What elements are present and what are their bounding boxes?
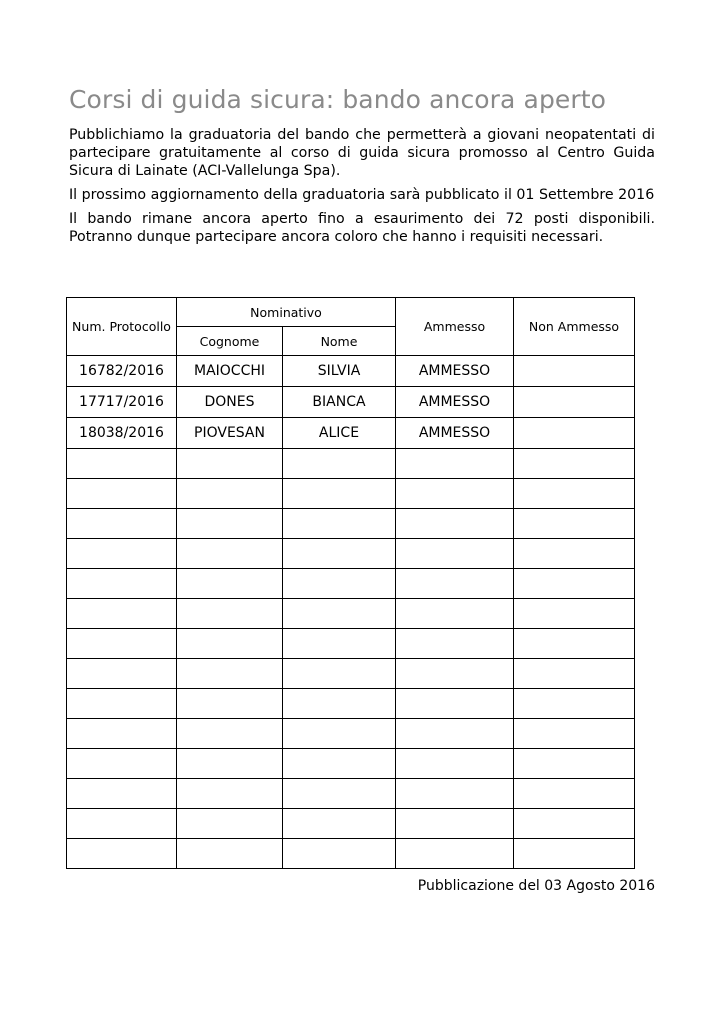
- cell-cognome: [177, 449, 283, 479]
- cell-non-ammesso: [514, 629, 635, 659]
- intro-text: [69, 126, 655, 252]
- cell-non-ammesso: [514, 839, 635, 869]
- table-row: [67, 387, 635, 418]
- cell-nome: ALICE: [283, 418, 396, 449]
- cell-nome: [283, 689, 396, 719]
- header-nome: Nome: [283, 327, 396, 356]
- header-non-ammesso: Non Ammesso: [514, 298, 635, 356]
- cell-ammesso: AMMESSO: [396, 387, 514, 418]
- cell-protocollo: [67, 749, 177, 779]
- cell-ammesso: [396, 449, 514, 479]
- table-body: [67, 356, 635, 869]
- table-row: [67, 569, 635, 599]
- table-row: [67, 809, 635, 839]
- cell-protocollo: [67, 689, 177, 719]
- cell-nome: [283, 629, 396, 659]
- cell-protocollo: [67, 479, 177, 509]
- cell-non-ammesso: [514, 449, 635, 479]
- table-row: [67, 449, 635, 479]
- cell-cognome: [177, 509, 283, 539]
- intro-paragraph: Pubblichiamo la graduatoria del bando che permetterà a giovani neopatentati di partecipare gratuitamente al corso di guida sicura promosso al Centro Guida Sicura di Lainate (ACI-Vallelunga Spa).: [69, 127, 655, 179]
- cell-cognome: [177, 839, 283, 869]
- cell-ammesso: [396, 479, 514, 509]
- table-row: [67, 689, 635, 719]
- cell-nome: [283, 809, 396, 839]
- cell-non-ammesso: [514, 509, 635, 539]
- cell-nome: [283, 749, 396, 779]
- cell-cognome: [177, 569, 283, 599]
- cell-non-ammesso: [514, 539, 635, 569]
- cell-non-ammesso: [514, 689, 635, 719]
- cell-protocollo: [67, 539, 177, 569]
- table-row: [67, 629, 635, 659]
- cell-protocollo: [67, 599, 177, 629]
- cell-protocollo: [67, 809, 177, 839]
- cell-ammesso: [396, 779, 514, 809]
- cell-non-ammesso: [514, 599, 635, 629]
- cell-protocollo: [67, 509, 177, 539]
- cell-nome: [283, 719, 396, 749]
- cell-ammesso: [396, 509, 514, 539]
- cell-protocollo: [67, 449, 177, 479]
- header-nominativo: Nominativo: [177, 298, 396, 327]
- cell-cognome: [177, 689, 283, 719]
- cell-ammesso: AMMESSO: [396, 418, 514, 449]
- table-row: [67, 418, 635, 449]
- cell-protocollo: 17717/2016: [67, 387, 177, 418]
- cell-nome: [283, 569, 396, 599]
- table-row: [67, 659, 635, 689]
- cell-nome: [283, 449, 396, 479]
- cell-nome: [283, 509, 396, 539]
- update-paragraph: Il prossimo aggiornamento della graduatoria sarà pubblicato il 01 Settembre 2016: [69, 187, 655, 203]
- cell-ammesso: [396, 569, 514, 599]
- cell-cognome: [177, 749, 283, 779]
- table-row: [67, 839, 635, 869]
- cell-nome: [283, 839, 396, 869]
- cell-ammesso: [396, 599, 514, 629]
- table-row: [67, 719, 635, 749]
- cell-non-ammesso: [514, 809, 635, 839]
- cell-nome: [283, 599, 396, 629]
- cell-nome: BIANCA: [283, 387, 396, 418]
- cell-cognome: [177, 599, 283, 629]
- table-row: [67, 479, 635, 509]
- cell-ammesso: [396, 809, 514, 839]
- cell-ammesso: [396, 719, 514, 749]
- header-ammesso: Ammesso: [396, 298, 514, 356]
- table-row: [67, 356, 635, 387]
- cell-nome: [283, 779, 396, 809]
- cell-ammesso: AMMESSO: [396, 356, 514, 387]
- header-protocollo: Num. Protocollo: [67, 298, 177, 356]
- cell-non-ammesso: [514, 749, 635, 779]
- cell-non-ammesso: [514, 569, 635, 599]
- cell-protocollo: [67, 779, 177, 809]
- cell-cognome: [177, 659, 283, 689]
- cell-cognome: [177, 719, 283, 749]
- cell-nome: SILVIA: [283, 356, 396, 387]
- ranking-table: [66, 297, 635, 869]
- table-row: [67, 599, 635, 629]
- cell-protocollo: 16782/2016: [67, 356, 177, 387]
- cell-cognome: PIOVESAN: [177, 418, 283, 449]
- cell-protocollo: [67, 629, 177, 659]
- cell-cognome: [177, 779, 283, 809]
- cell-protocollo: [67, 569, 177, 599]
- page-title: Corsi di guida sicura: bando ancora aperto: [69, 85, 607, 114]
- open-call-paragraph: Il bando rimane ancora aperto fino a esaurimento dei 72 posti disponibili. Potranno dunque partecipare ancora coloro che hanno i requisiti necessari.: [69, 211, 655, 245]
- cell-cognome: MAIOCCHI: [177, 356, 283, 387]
- cell-ammesso: [396, 539, 514, 569]
- cell-non-ammesso: [514, 479, 635, 509]
- cell-non-ammesso: [514, 659, 635, 689]
- cell-protocollo: [67, 659, 177, 689]
- cell-non-ammesso: [514, 356, 635, 387]
- table-row: [67, 779, 635, 809]
- table-row: [67, 509, 635, 539]
- cell-cognome: DONES: [177, 387, 283, 418]
- cell-protocollo: [67, 719, 177, 749]
- table-row: [67, 539, 635, 569]
- cell-nome: [283, 659, 396, 689]
- cell-ammesso: [396, 659, 514, 689]
- cell-protocollo: 18038/2016: [67, 418, 177, 449]
- cell-non-ammesso: [514, 387, 635, 418]
- table-row: [67, 749, 635, 779]
- cell-non-ammesso: [514, 418, 635, 449]
- cell-ammesso: [396, 629, 514, 659]
- cell-nome: [283, 479, 396, 509]
- cell-ammesso: [396, 689, 514, 719]
- cell-nome: [283, 539, 396, 569]
- cell-ammesso: [396, 839, 514, 869]
- cell-cognome: [177, 809, 283, 839]
- cell-cognome: [177, 479, 283, 509]
- cell-ammesso: [396, 749, 514, 779]
- cell-cognome: [177, 539, 283, 569]
- publication-date: Pubblicazione del 03 Agosto 2016: [417, 878, 655, 894]
- cell-cognome: [177, 629, 283, 659]
- cell-protocollo: [67, 839, 177, 869]
- header-cognome: Cognome: [177, 327, 283, 356]
- cell-non-ammesso: [514, 719, 635, 749]
- cell-non-ammesso: [514, 779, 635, 809]
